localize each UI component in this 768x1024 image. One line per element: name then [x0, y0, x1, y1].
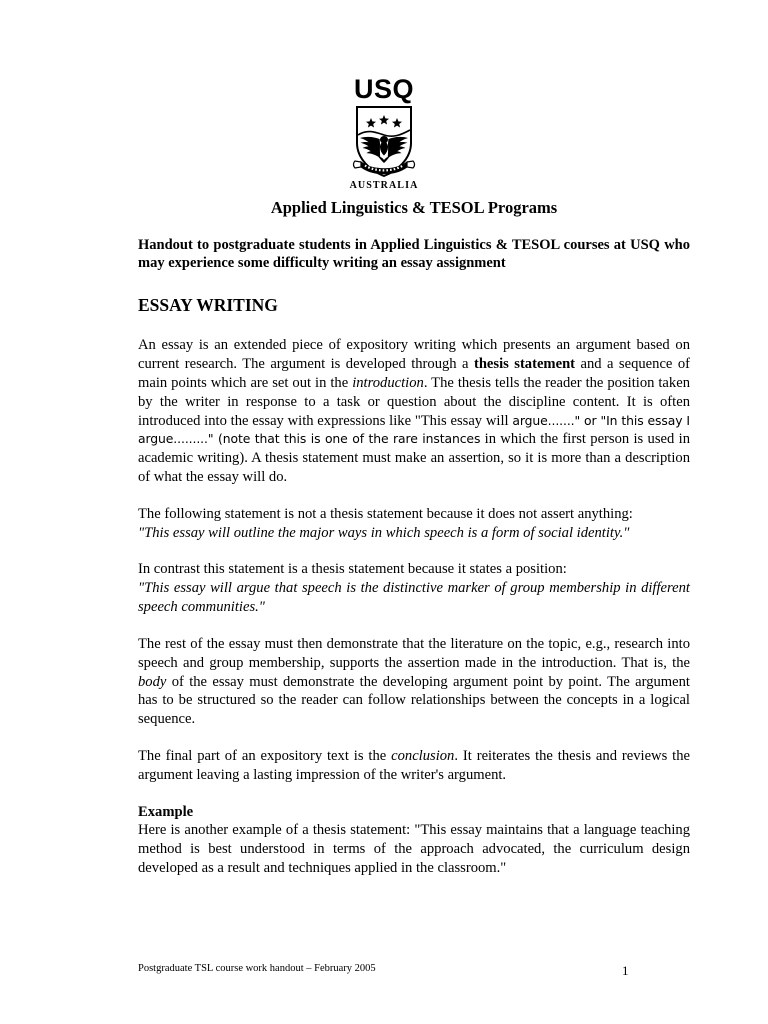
paragraph-definition-alt-face-run: argue......." or "In this essay I argue........." (note that this is one of the rare instances: [138, 412, 690, 447]
paragraph-thesis-lead: In contrast this statement is a thesis statement because it states a position:: [138, 561, 567, 578]
heading-example: Example: [138, 803, 194, 820]
usq-wordmark: USQ: [353, 74, 414, 104]
document-content: [138, 198, 690, 896]
quote-thesis-example: "This essay will argue that speech is the distinctive marker of group membership in different speech communities.": [138, 580, 690, 616]
term-conclusion: conclusion: [391, 747, 455, 764]
paragraph-conclusion-seg2: . It reiterates the thesis and reviews the argument leaving a lasting impression of the writer's argument.: [138, 747, 690, 783]
paragraph-definition-seg2: and a sequence of main points which are set out in the: [138, 356, 690, 391]
page-footer: [138, 963, 690, 981]
quote-non-thesis-example: "This essay will outline the major ways in which speech is a form of social identity.": [138, 524, 630, 541]
paragraph-conclusion-seg1: The final part of an expository text is the: [138, 747, 392, 764]
paragraph-definition-seg4: in which the first person is used in academic writing). A thesis statement must make an assertion, so it is more than a description of what the essay will do.: [138, 431, 690, 485]
usq-eagle-crest-icon: [351, 105, 417, 179]
usq-country-label: AUSTRALIA: [349, 180, 419, 191]
paragraph-definition-seg1: An essay is an extended piece of expository writing which presents an argument based on current research. The argument is developed through a: [138, 337, 690, 373]
page-title: Applied Linguistics & TESOL Programs: [270, 198, 558, 217]
term-introduction: introduction: [352, 374, 424, 391]
footer-note: Postgraduate TSL course work handout – February 2005: [138, 963, 376, 974]
usq-logo: [0, 76, 768, 191]
paragraph-definition-seg3: . The thesis tells the reader the position taken by the writer in response to a task or question about the discipline content. It is often introduced into the essay with expressions like "This essay will: [138, 374, 690, 429]
term-body: body: [138, 673, 167, 690]
paragraph-body-section-seg1: The rest of the essay must then demonstrate that the literature on the topic, e.g., research into speech and group membership, supports the assertion made in the introduction. That is, the: [138, 635, 690, 671]
paragraph-definition: [138, 336, 690, 487]
paragraph-conclusion-section: [138, 747, 690, 785]
term-thesis-statement: thesis statement: [473, 356, 576, 373]
paragraph-body-section: [138, 635, 690, 729]
footer-page-number: 1: [622, 963, 629, 978]
paragraph-non-thesis-lead: The following statement is not a thesis statement because it does not assert anything:: [138, 505, 633, 522]
paragraph-example-text: Here is another example of a thesis statement: "This essay maintains that a language teaching method is best understood in terms of the approach advocated, the curriculum design developed as a result and techniques applied in the classroom.": [138, 822, 690, 876]
paragraph-body-section-seg2: of the essay must demonstrate the developing argument point by point. The argument has to be structured so the reader can follow relationships between the concepts in a logical sequence.: [138, 673, 690, 728]
document-subtitle: Handout to postgraduate students in Applied Linguistics & TESOL courses at USQ who may experience some difficulty writing an essay assignment: [138, 236, 690, 272]
section-heading-essay-writing: ESSAY WRITING: [138, 295, 278, 316]
